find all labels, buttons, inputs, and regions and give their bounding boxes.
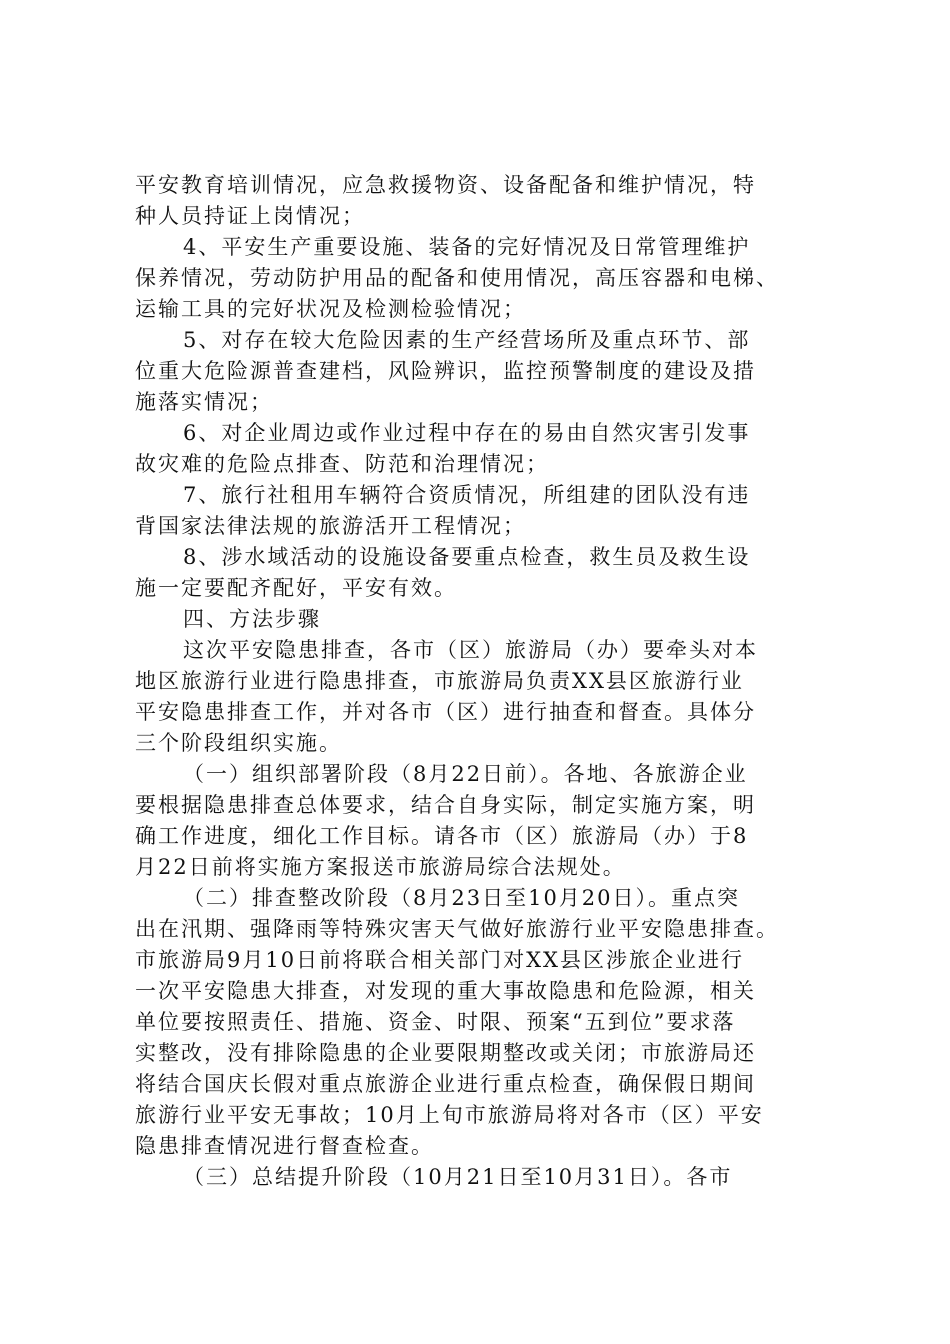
text-line: 三个阶段组织实施。 — [135, 731, 342, 755]
paragraph-first-line: 8、涉水域活动的设施设备要重点检查，救生员及救生设 — [183, 545, 751, 569]
text-line: 平安隐患排查工作，并对各市（区）进行抽查和督查。具体分 — [135, 700, 756, 724]
document-body — [135, 170, 825, 1193]
paragraph-first-line: 7、旅行社租用车辆符合资质情况，所组建的团队没有违 — [183, 483, 751, 507]
text-line: 种人员持证上岗情况； — [135, 204, 365, 228]
paragraph-first-line: （三）总结提升阶段（10月21日至10月31日）。各市 — [183, 1165, 733, 1189]
paragraph-first-line: （二）排查整改阶段（8月23日至10月20日）。重点突 — [183, 886, 741, 910]
paragraph-first-line: （一）组织部署阶段（8月22日前）。各地、各旅游企业 — [183, 762, 748, 786]
text-line: 隐患排查情况进行督查检查。 — [135, 1134, 434, 1158]
text-line: 施一定要配齐配好，平安有效。 — [135, 576, 457, 600]
text-line: 运输工具的完好状况及检测检验情况； — [135, 297, 526, 321]
paragraph-first-line: 四、方法步骤 — [183, 607, 321, 631]
text-line: 背国家法律法规的旅游活开工程情况； — [135, 514, 526, 538]
text-line: 地区旅游行业进行隐患排查，市旅游局负责XX县区旅游行业 — [135, 669, 744, 693]
text-line: 月22日前将实施方案报送市旅游局综合法规处。 — [135, 855, 626, 879]
paragraph-first-line: 这次平安隐患排查，各市（区）旅游局（办）要牵头对本 — [183, 638, 758, 662]
text-line: 实整改，没有排除隐患的企业要限期整改或关闭；市旅游局还 — [135, 1041, 756, 1065]
text-line: 施落实情况； — [135, 390, 273, 414]
text-line: 位重大危险源普查建档，风险辨识，监控预警制度的建设及措 — [135, 359, 756, 383]
paragraph-first-line: 4、平安生产重要设施、装备的完好情况及日常管理维护 — [183, 235, 751, 259]
paragraph-first-line: 5、对存在较大危险因素的生产经营场所及重点环节、部 — [183, 328, 751, 352]
text-line: 单位要按照责任、措施、资金、时限、预案“五到位”要求落 — [135, 1010, 736, 1034]
text-line: 平安教育培训情况，应急救援物资、设备配备和维护情况，特 — [135, 173, 756, 197]
text-line: 市旅游局9月10日前将联合相关部门对XX县区涉旅企业进行 — [135, 948, 744, 972]
text-line: 保养情况，劳动防护用品的配备和使用情况，高压容器和电梯、 — [135, 266, 779, 290]
text-line: 要根据隐患排查总体要求，结合自身实际，制定实施方案，明 — [135, 793, 756, 817]
text-line: 将结合国庆长假对重点旅游企业进行重点检查，确保假日期间 — [135, 1072, 756, 1096]
text-line: 一次平安隐患大排查，对发现的重大事故隐患和危险源，相关 — [135, 979, 756, 1003]
text-line: 旅游行业平安无事故；10月上旬市旅游局将对各市（区）平安 — [135, 1103, 764, 1127]
text-line: 确工作进度，细化工作目标。请各市（区）旅游局（办）于8 — [135, 824, 749, 848]
text-line: 出在汛期、强降雨等特殊灾害天气做好旅游行业平安隐患排查。 — [135, 917, 779, 941]
paragraph-first-line: 6、对企业周边或作业过程中存在的易由自然灾害引发事 — [183, 421, 751, 445]
text-line: 故灾难的危险点排查、防范和治理情况； — [135, 452, 549, 476]
